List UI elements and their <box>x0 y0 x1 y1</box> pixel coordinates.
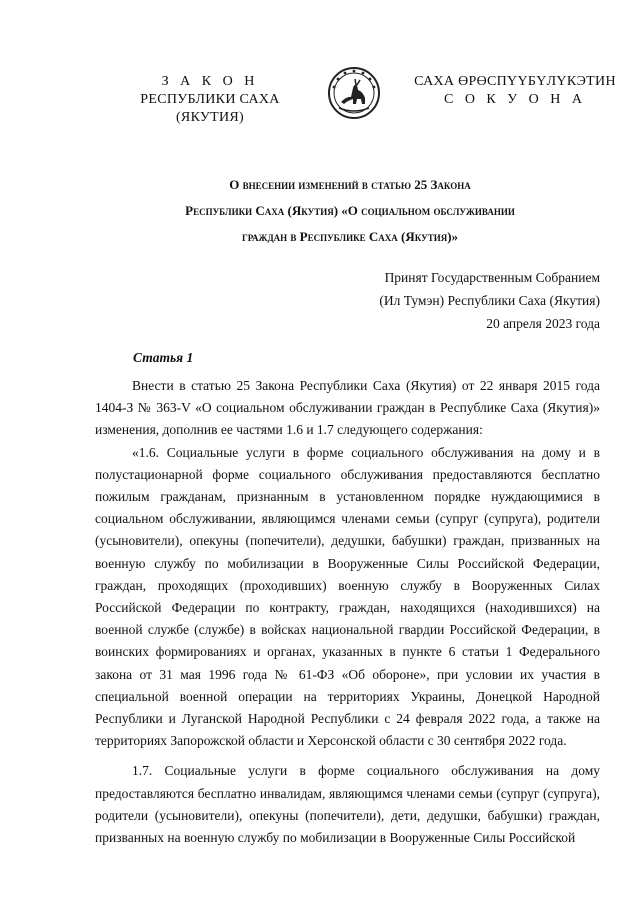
article-paragraph: 1.7. Социальные услуги в форме социального обслуживания на дому предоставляются бесплатно инвалидам, являющимся членами семьи (супруг (супруга), родители (усыновители), опекуны (попечители), дети, дедушки, бабушки) граждан, призванных на военную службу по мобилизации в Вооруженные Силы Российской <box>95 763 600 846</box>
header-right-line1: САХА ӨРӨСПҮҮБҮЛҮКЭТИН <box>414 74 616 89</box>
coat-of-arms-icon <box>327 66 381 120</box>
law-title-line1: О внесении изменений в статью 25 Закона <box>229 177 471 192</box>
adoption-line2: (Ил Тумэн) Республики Саха (Якутия) <box>379 293 600 308</box>
article-paragraph: «1.6. Социальные услуги в форме социального обслуживания на дому и в полустационарной форме социального обслуживания предоставляются бесплатно пожилым гражданам, признанным в установленном порядке нуждающимися в социальном обслуживании, являющимся членами семьи (супруг (супруга), родители (усыновители), опекуны (попечители), дедушки, бабушки) граждан, призванных на военную службу по мобилизации в Вооруженные Силы Российской Федерации, граждан, проходящих (проходивших) военную службу в Вооруженных Силах Российской Федерации по контракту, граждан, находящихся (находившихся) на военной службе (службе) в войсках национальной гвардии Российской Федерации, в воинских формированиях и органах, указанных в пункте 6 статьи 1 Федерального закона от 31 мая 1996 года № 61-ФЗ «Об обороне», при условии их участия в специальной военной операции на территориях Украины, Донецкой Народной Республики и Луганской Народной Республики с 24 февраля 2022 года, а также на территориях Запорожской области и Херсонской области с 30 сентября 2022 года. <box>95 444 600 749</box>
law-title-line2: Республики Саха (Якутия) «О социальном обслуживании <box>185 203 515 218</box>
header-left-line2: РЕСПУБЛИКИ САХА (ЯКУТИЯ) <box>140 92 280 125</box>
article-heading: Статья 1 <box>133 350 194 365</box>
header-left-line1: З А К О Н <box>161 74 259 89</box>
adoption-line1: Принят Государственным Собранием <box>384 270 600 285</box>
header-right-line2: С О К У О Н А <box>443 92 587 107</box>
article-paragraph: Внести в статью 25 Закона Республики Саха (Якутия) от 22 января 2015 года 1404-З № 363-V «О социальном обслуживании граждан в Республике Саха (Якутия)» изменения, дополнив ее частями 1.6 и 1.7 следующего содержания: <box>95 378 600 438</box>
law-title-line3: граждан в Республике Саха (Якутия)» <box>241 229 459 244</box>
header-left <box>110 73 310 127</box>
law-title <box>150 172 550 250</box>
header-right <box>410 73 620 109</box>
adoption-date: 20 апреля 2023 года <box>486 316 600 331</box>
adoption-note <box>300 266 600 335</box>
article-body <box>95 375 600 849</box>
